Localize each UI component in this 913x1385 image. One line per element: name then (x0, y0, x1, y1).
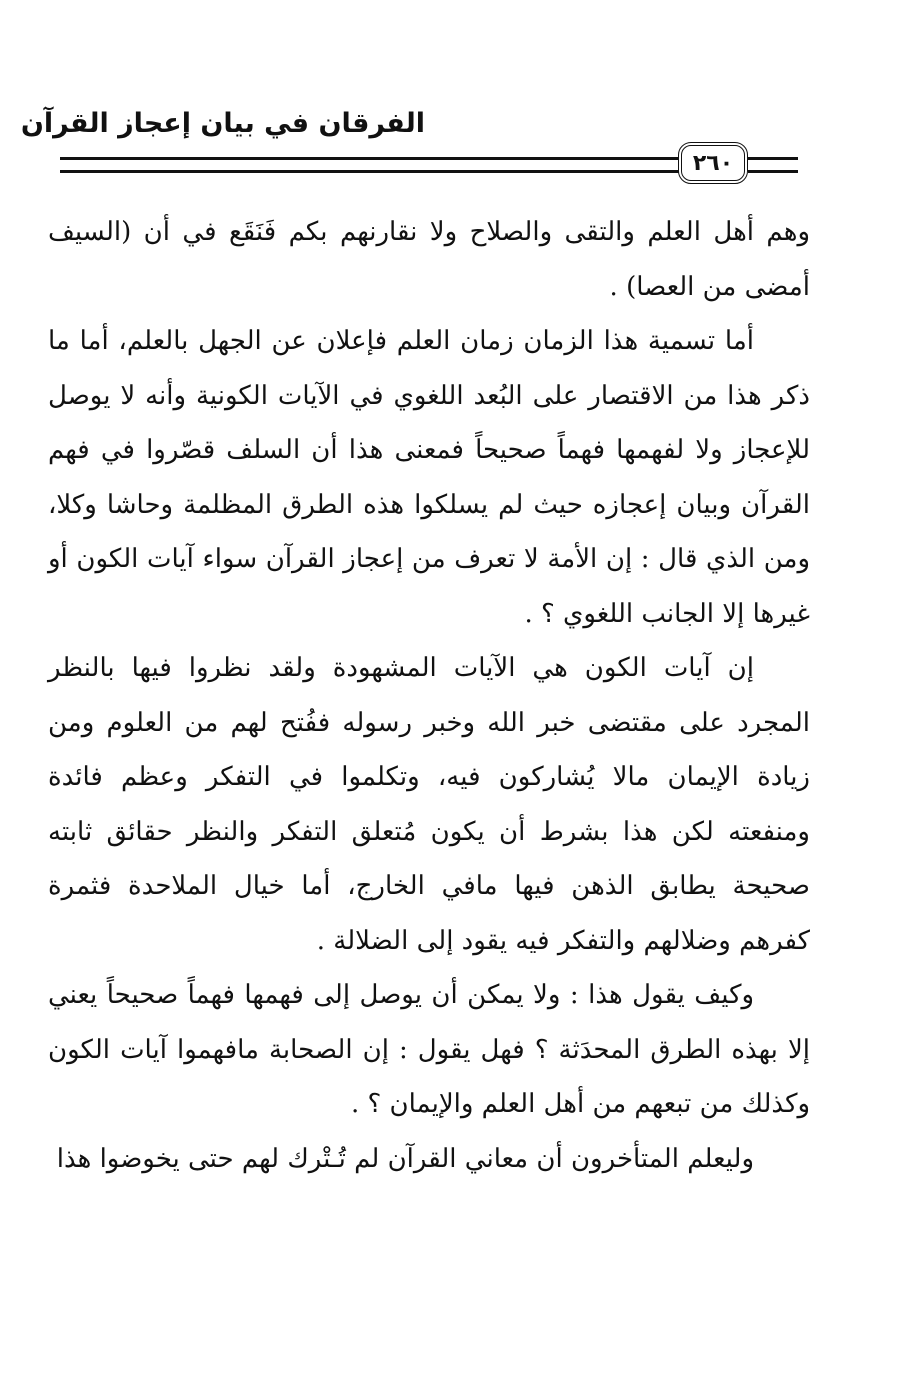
header-rule-bottom-right (748, 170, 798, 173)
header-rule-bottom-left (60, 170, 680, 173)
paragraph: وهم أهل العلم والتقى والصلاح ولا نقارنهم بكم فَنَقَع في أن (السيف أمضى من العصا) . (48, 217, 810, 302)
paragraph: وليعلم المتأخرون أن معاني القرآن لم تُـتْرك لهم حتى يخوضوا هذا (56, 1143, 754, 1174)
header-rule-top-left (60, 157, 680, 160)
paragraph: وكيف يقول هذا : ولا يمكن أن يوصل إلى فهمها فهماً صحيحاً يعني إلا بهذه الطرق المحدَثة ؟ فهل يقول : إن الصحابة مافهموا آيات الكون وكذلك من تبعهم من أهل العلم والإيمان ؟ . (48, 980, 810, 1119)
page-number: ٢٦٠ (678, 142, 748, 184)
running-header-title: الفرقان في بيان إعجاز القرآن (20, 108, 425, 139)
body-text (48, 205, 810, 1186)
paragraph: إن آيات الكون هي الآيات المشهودة ولقد نظروا فيها بالنظر المجرد على مقتضى خبر الله وخبر رسوله ففُتح لهم من العلوم ومن زيادة الإيمان مالا يُشاركون فيه، وتكلموا في التفكر وعظم فائدة ومنفعته لكن هذا بشرط أن يكون مُتعلق التفكر والنظر حقائق ثابته صحيحة يطابق الذهن فيها مافي الخارج، أما خيال الملاحدة فثمرة كفرهم وضلالهم والتفكر فيه يقود إلى الضلالة . (48, 653, 810, 956)
header-rule-top-right (748, 157, 798, 160)
paragraph: أما تسمية هذا الزمان زمان العلم فإعلان عن الجهل بالعلم، أما ما ذكر هذا من الاقتصار على البُعد اللغوي في الآيات الكونية وأنه لا يوصل للإعجاز ولا لفهمها فهماً صحيحاً فمعنى هذا أن السلف قصّروا في فهم القرآن وبيان إعجازه حيث لم يسلكوا هذه الطرق المظلمة وحاشا وكلا، ومن الذي قال : إن الأمة لا تعرف من إعجاز القرآن سواء آيات الكون أو غيرها إلا الجانب اللغوي ؟ . (48, 326, 810, 629)
